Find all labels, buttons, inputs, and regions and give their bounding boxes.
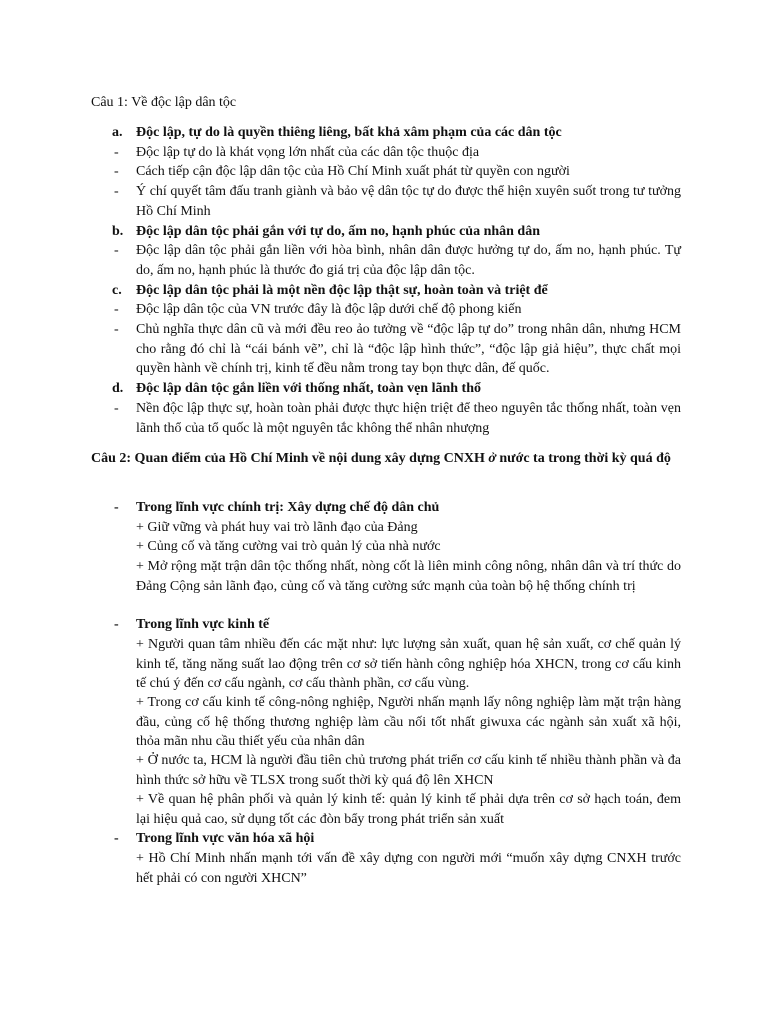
culture-dash: -: [114, 831, 119, 846]
section-b-marker: b.: [112, 224, 124, 239]
culture-item-1: + Hồ Chí Minh nhấn mạnh tới vấn đề xây dựng con người mới “muốn xây dựng CNXH trước hết phải có con người XHCN”: [136, 851, 681, 886]
section-a-heading: Độc lập, tự do là quyền thiêng liêng, bất khả xâm phạm của các dân tộc: [136, 125, 562, 140]
economy-item-4: + Về quan hệ phân phối và quản lý kinh tế: quản lý kinh tế phải dựa trên cơ sở hạch toán, đem lại hiệu quả cao, sử dụng tốt các đòn bẩy trong phát triển sản xuất: [136, 792, 681, 827]
bullet-dash: -: [114, 145, 119, 160]
question-2-title-suffix: nước ta trong thời kỳ quá độ: [495, 451, 671, 466]
politics-item-1: + Giữ vững và phát huy vai trò lãnh đạo của Đảng: [136, 520, 418, 535]
question-2-title-prefix: Câu 2: Quan điểm của Hồ Chí Minh về nội dung xây dựng CNXH: [91, 451, 489, 466]
section-a-marker: a.: [112, 125, 123, 140]
section-a-bullet-2: Cách tiếp cận độc lập dân tộc của Hồ Chí Minh xuất phát từ quyền con người: [136, 164, 570, 179]
politics-item-2: + Củng cố và tăng cường vai trò quản lý của nhà nước: [136, 539, 441, 554]
bullet-dash: -: [114, 164, 119, 179]
section-b-bullet-1: Độc lập dân tộc phải gắn liền với hòa bình, nhân dân được hưởng tự do, ấm no, hạnh phúc. Tự do, ấm no, hạnh phúc là thước đo giá trị của độc lập dân tộc.: [136, 243, 681, 278]
economy-item-1: + Người quan tâm nhiều đến các mặt như: lực lượng sản xuất, quan hệ sản xuất, cơ chế quản lý kinh tế, tăng năng suất lao động trên cơ sở tiến hành công nghiệp hóa XHCN, trong cơ cấu kinh tế chú ý đến cơ cấu ngành, cơ cấu thành phần, cơ cấu vùng.: [136, 637, 681, 691]
economy-heading: Trong lĩnh vực kinh tế: [136, 617, 270, 632]
question-2-title: [91, 449, 681, 469]
question-2-title-italic: ở: [488, 451, 496, 466]
section-c-heading: Độc lập dân tộc phải là một nền độc lập thật sự, hoàn toàn và triệt để: [136, 283, 548, 298]
economy-dash: -: [114, 617, 119, 632]
politics-heading: Trong lĩnh vực chính trị: Xây dựng chế độ dân chủ: [136, 500, 440, 515]
section-a-bullet-3: Ý chí quyết tâm đấu tranh giành và bảo vệ dân tộc tự do được thể hiện xuyên suốt trong tư tưởng Hồ Chí Minh: [136, 184, 681, 219]
section-d-bullet-1: Nền độc lập thực sự, hoàn toàn phải được thực hiện triệt để theo nguyên tắc thống nhất, toàn vẹn lãnh thổ của tổ quốc là một nguyên tắc không thể nhân nhượng: [136, 401, 681, 436]
culture-heading: Trong lĩnh vực văn hóa xã hội: [136, 831, 315, 846]
question-1-title: Câu 1: Về độc lập dân tộc: [91, 95, 237, 110]
economy-item-2: + Trong cơ cấu kinh tế công-nông nghiệp, Người nhấn mạnh lấy nông nghiệp làm mặt trận hàng đầu, củng cố hệ thống thương nghiệp làm cầu nối tốt nhất giwuxa các ngành sản xuất xã hội, thỏa mãn nhu cầu thiết yếu của nhân dân: [136, 695, 681, 749]
politics-item-3: + Mở rộng mặt trận dân tộc thống nhất, nòng cốt là liên minh công nông, nhân dân và trí thức do Đảng Cộng sản lãnh đạo, củng cố và tăng cường sức mạnh của toàn bộ hệ thống chính trị: [136, 559, 681, 594]
bullet-dash: -: [114, 322, 119, 337]
section-d-marker: d.: [112, 381, 124, 396]
section-c-bullet-1: Độc lập dân tộc của VN trước đây là độc lập dưới chế độ phong kiến: [136, 302, 522, 317]
bullet-dash: -: [114, 302, 119, 317]
section-c-bullet-2: Chủ nghĩa thực dân cũ và mới đều reo ảo tưởng về “độc lập tự do” trong nhân dân, nhưng HCM cho rằng đó chỉ là “cái bánh vẽ”, chỉ là “độc lập hình thức”, “độc lập giả hiệu”, thực chất mọi quyền hành về chính trị, kinh tế đều nằm trong tay bọn thực dân, đế quốc.: [136, 322, 681, 376]
section-a-bullet-1: Độc lập tự do là khát vọng lớn nhất của các dân tộc thuộc địa: [136, 145, 480, 160]
bullet-dash: -: [114, 243, 119, 258]
section-d-heading: Độc lập dân tộc gắn liền với thống nhất, toàn vẹn lãnh thổ: [136, 381, 481, 396]
politics-dash: -: [114, 500, 119, 515]
bullet-dash: -: [114, 184, 119, 199]
section-c-marker: c.: [112, 283, 122, 298]
bullet-dash: -: [114, 401, 119, 416]
economy-item-3: + Ở nước ta, HCM là người đầu tiên chủ trương phát triển cơ cấu kinh tế nhiều thành phần và đa hình thức sở hữu về TLSX trong suốt thời kỳ quá độ lên XHCN: [136, 753, 681, 788]
section-b-heading: Độc lập dân tộc phải gắn với tự do, ấm no, hạnh phúc của nhân dân: [136, 224, 540, 239]
